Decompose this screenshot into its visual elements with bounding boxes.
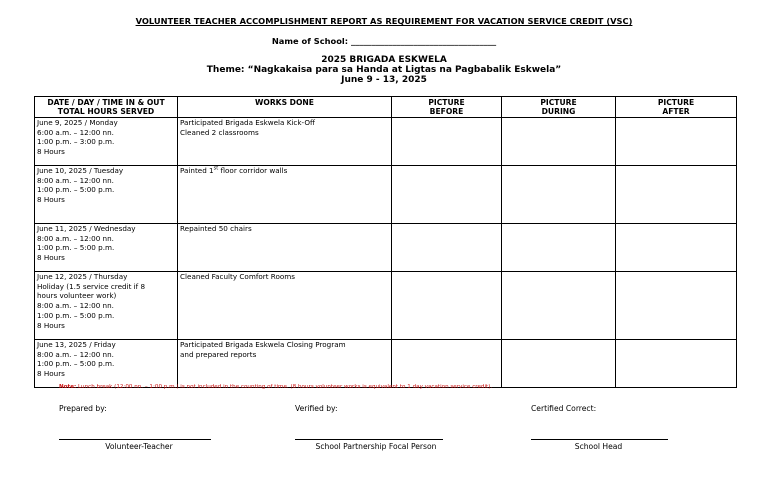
works-text: Painted 1 <box>180 166 214 175</box>
date-cell <box>35 118 178 166</box>
works-line <box>180 166 389 176</box>
works-line: Participated Brigada Eskwela Kick-Off <box>180 118 315 127</box>
works-cell <box>178 224 392 272</box>
note-label: Note: <box>59 384 77 390</box>
date-line: 8 Hours <box>37 147 65 157</box>
picture-after-cell[interactable] <box>616 340 737 388</box>
school-head-role: School Head <box>574 442 623 451</box>
header-date-line2: TOTAL HOURS SERVED <box>57 107 155 116</box>
focal-person-role: School Partnership Focal Person <box>315 442 437 451</box>
report-title: VOLUNTEER TEACHER ACCOMPLISHMENT REPORT AS REQUIREMENT FOR VACATION SERVICE CREDIT (VSC) <box>135 16 633 26</box>
picture-after-cell[interactable] <box>616 272 737 340</box>
prepared-by-label: Prepared by: <box>59 404 107 413</box>
date-line: 8:00 a.m. – 12:00 nn. <box>37 349 114 359</box>
date-line: 1:00 p.m. – 5:00 p.m. <box>37 359 115 369</box>
date-line: June 13, 2025 / Friday <box>37 340 116 349</box>
works-cell <box>178 118 392 166</box>
picture-after-cell[interactable] <box>616 224 737 272</box>
date-line: 8:00 a.m. – 12:00 nn. <box>37 233 114 243</box>
focal-person-signature-line[interactable] <box>295 439 443 440</box>
header-after-line2: AFTER <box>662 107 690 116</box>
picture-before-cell[interactable] <box>392 340 502 388</box>
picture-before-cell[interactable] <box>392 224 502 272</box>
event-title: 2025 BRIGADA ESKWELA <box>321 55 447 65</box>
date-cell <box>35 224 178 272</box>
picture-during-cell[interactable] <box>502 118 616 166</box>
note-text: Lunch break (12:00 nn. – 1:00 p.m.) is not included in the counting of time. (8 hours volunteer works is equivalent to 1 day vacation service credit). <box>76 384 493 390</box>
volunteer-teacher-role: Volunteer-Teacher <box>105 442 173 451</box>
header-during-line1: PICTURE <box>540 98 577 107</box>
verified-by-label: Verified by: <box>295 404 338 413</box>
event-theme: Theme: “Nagkakaisa para sa Handa at Ligtas na Pagbabalik Eskwela” <box>206 65 562 75</box>
picture-during-cell[interactable] <box>502 224 616 272</box>
header-before <box>392 97 502 118</box>
table-row <box>35 272 737 340</box>
header-after-line1: PICTURE <box>657 98 695 107</box>
school-name-label: Name of School: ___________________________________ <box>271 36 497 46</box>
works-line: Cleaned Faculty Comfort Rooms <box>180 272 296 281</box>
table-row <box>35 224 737 272</box>
header-date <box>35 97 178 118</box>
header-during <box>502 97 616 118</box>
date-line: June 11, 2025 / Wednesday <box>37 224 136 233</box>
date-line: June 9, 2025 / Monday <box>37 118 118 127</box>
lunch-break-note <box>59 384 492 390</box>
date-line: June 10, 2025 / Tuesday <box>37 166 124 175</box>
header-date-line1: DATE / DAY / TIME IN & OUT <box>47 98 165 107</box>
picture-before-cell[interactable] <box>392 166 502 224</box>
date-line: 8 Hours <box>37 369 65 379</box>
works-cell <box>178 166 392 224</box>
date-line: 1:00 p.m. – 5:00 p.m. <box>37 243 115 253</box>
accomplishment-table <box>34 96 737 388</box>
date-line: 8:00 a.m. – 12:00 nn. <box>37 175 114 185</box>
date-line: 8 Hours <box>37 320 65 330</box>
works-cell <box>178 340 392 388</box>
works-text: floor corridor walls <box>218 166 288 175</box>
works-superscript: st <box>213 165 219 172</box>
date-line: 8:00 a.m. – 12:00 nn. <box>37 301 114 311</box>
volunteer-signature-line[interactable] <box>59 439 211 440</box>
date-line: Holiday (1.5 service credit if 8 <box>37 281 146 291</box>
picture-before-cell[interactable] <box>392 272 502 340</box>
header-works-text: WORKS DONE <box>255 98 314 107</box>
date-line: 1:00 p.m. – 3:00 p.m. <box>37 137 115 147</box>
table-row <box>35 166 737 224</box>
date-line: 6:00 a.m. – 12:00 nn. <box>37 127 114 137</box>
date-cell <box>35 166 178 224</box>
header-before-line2: BEFORE <box>429 107 464 116</box>
header-after <box>616 97 737 118</box>
date-line: 1:00 p.m. – 5:00 p.m. <box>37 185 115 195</box>
table-row <box>35 340 737 388</box>
date-line: 8 Hours <box>37 253 65 263</box>
picture-during-cell[interactable] <box>502 166 616 224</box>
picture-during-cell[interactable] <box>502 272 616 340</box>
date-line: June 12, 2025 / Thursday <box>37 272 128 281</box>
school-head-signature-line[interactable] <box>531 439 668 440</box>
header-during-line2: DURING <box>541 107 576 116</box>
date-cell <box>35 340 178 388</box>
works-line: and prepared reports <box>180 349 257 359</box>
picture-after-cell[interactable] <box>616 166 737 224</box>
event-dates: June 9 - 13, 2025 <box>341 75 427 85</box>
table-row <box>35 118 737 166</box>
date-line: 8 Hours <box>37 195 65 205</box>
picture-after-cell[interactable] <box>616 118 737 166</box>
works-line: Participated Brigada Eskwela Closing Program <box>180 340 346 349</box>
certified-correct-label: Certified Correct: <box>531 404 597 413</box>
date-cell <box>35 272 178 340</box>
date-line: 1:00 p.m. – 5:00 p.m. <box>37 310 115 320</box>
header-before-line1: PICTURE <box>428 98 465 107</box>
picture-before-cell[interactable] <box>392 118 502 166</box>
date-line: hours volunteer work) <box>37 291 117 301</box>
picture-during-cell[interactable] <box>502 340 616 388</box>
works-line: Cleaned 2 classrooms <box>180 127 259 137</box>
works-cell <box>178 272 392 340</box>
header-works <box>178 97 392 118</box>
table-header-row <box>35 97 737 118</box>
works-line: Repainted 50 chairs <box>180 224 252 233</box>
